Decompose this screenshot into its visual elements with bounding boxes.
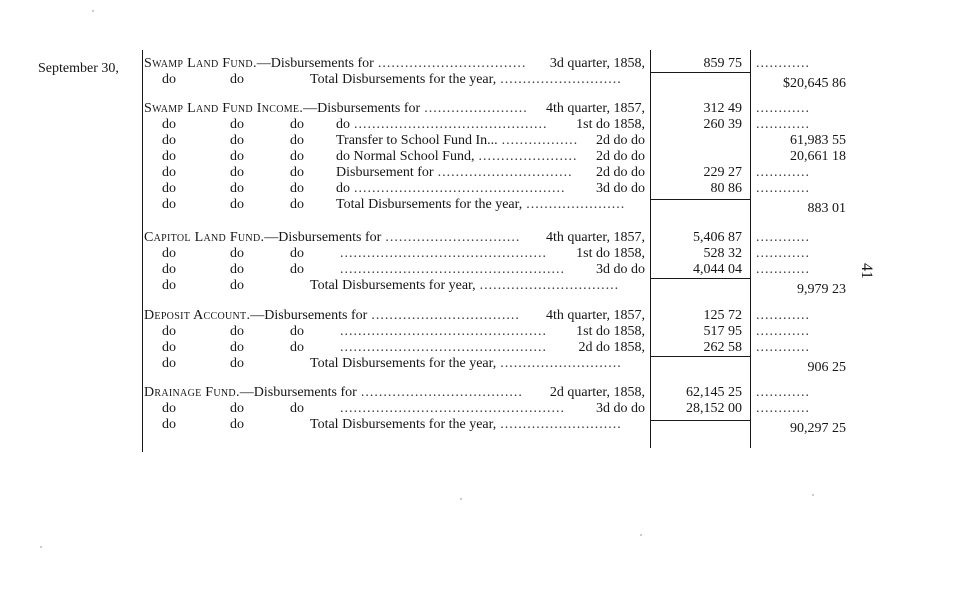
leader-dots: ..............................: [437, 165, 573, 180]
ditto-mark: do: [230, 324, 244, 339]
leader-dots: ..................................................: [340, 262, 565, 277]
leader-dots: ..............................: [385, 230, 521, 245]
entry-amount: 528 32: [703, 246, 742, 261]
ditto-mark: do: [162, 401, 176, 416]
ditto-mark: do: [162, 165, 176, 180]
leader-dots: ....................................: [360, 385, 523, 400]
entry-period: 2d do do: [596, 133, 645, 148]
entry-description: Total Disbursements for the year,: [310, 72, 497, 87]
leader-dots: ...............................................: [354, 181, 566, 196]
entry-description: Total Disbursements for the year,: [310, 417, 497, 432]
ditto-mark: do: [230, 72, 244, 87]
leader-dots: .................: [501, 133, 579, 148]
leader-dots: .................................: [377, 56, 527, 71]
entry-amount: 517 95: [703, 324, 742, 339]
leader-dots: ..............................................: [340, 324, 547, 339]
entry-amount: 229 27: [703, 165, 742, 180]
section-heading: Swamp Land Fund.: [144, 56, 257, 71]
entry-period: 2d quarter, 1858,: [549, 385, 645, 400]
ditto-mark: do: [162, 246, 176, 261]
entry-period: 3d do do: [596, 181, 645, 196]
entry-amount: 312 49: [703, 101, 742, 116]
ditto-mark: do: [290, 246, 304, 261]
leader-dots: ...........................................: [354, 117, 548, 132]
entry-amount: 125 72: [703, 308, 742, 323]
entry-amount: 260 39: [703, 117, 742, 132]
subtotal-rule-5: [650, 420, 750, 421]
total-leader-dots: ............: [756, 385, 810, 400]
ditto-mark: do: [290, 401, 304, 416]
entry-period: 2d do 1858,: [578, 340, 645, 355]
total-leader-dots: ............: [756, 308, 810, 323]
ditto-mark: do: [230, 133, 244, 148]
subtotal-rule-4: [650, 356, 750, 357]
entry-description: —Disbursements for: [239, 385, 357, 400]
entry-description: Disbursement for: [336, 165, 434, 180]
entry-amount: 4,044 04: [693, 262, 742, 277]
total-leader-dots: ............: [756, 117, 810, 132]
entry-total: 883 01: [807, 201, 846, 216]
entry-period: 1st do 1858,: [576, 117, 645, 132]
entry-amount: 28,152 00: [686, 401, 742, 416]
entry-description: —Disbursements for: [264, 230, 382, 245]
ditto-mark: do: [162, 133, 176, 148]
entry-description: Transfer to School Fund In...: [336, 133, 498, 148]
total-leader-dots: ............: [756, 230, 810, 245]
total-leader-dots: ............: [756, 340, 810, 355]
entry-period: 1st do 1858,: [576, 324, 645, 339]
ditto-mark: do: [230, 117, 244, 132]
entry-description: —Disbursements for: [303, 101, 421, 116]
total-leader-dots: ............: [756, 324, 810, 339]
leader-dots: ......................: [478, 149, 578, 164]
ditto-mark: do: [230, 262, 244, 277]
entry-total: 9,979 23: [797, 282, 846, 297]
scan-speck: [812, 494, 814, 496]
ditto-mark: do: [290, 133, 304, 148]
section-heading: Swamp Land Fund Income.: [144, 101, 304, 116]
entry-total: 61,983 55: [790, 133, 846, 148]
ditto-mark: do: [290, 340, 304, 355]
ditto-mark: do: [290, 324, 304, 339]
ditto-mark: do: [230, 197, 244, 212]
entry-description: —Disbursements for: [256, 56, 374, 71]
subtotal-rule-3: [650, 278, 750, 279]
leader-dots: ...........................: [500, 417, 622, 432]
date-label: September 30,: [38, 61, 119, 76]
scan-speck: [92, 10, 94, 12]
left-column-rule: [142, 50, 143, 452]
entry-description: do Normal School Fund,: [336, 149, 475, 164]
subtotal-rule-1: [650, 72, 750, 73]
total-leader-dots: ............: [756, 401, 810, 416]
total-leader-dots: ............: [756, 262, 810, 277]
ditto-mark: do: [290, 262, 304, 277]
entry-amount: 62,145 25: [686, 385, 742, 400]
leader-dots: ..............................................: [340, 340, 547, 355]
subtotal-rule-2: [650, 199, 750, 200]
ditto-mark: do: [162, 117, 176, 132]
ditto-mark: do: [162, 181, 176, 196]
page-number: 41: [858, 263, 875, 279]
total-leader-dots: ............: [756, 181, 810, 196]
ditto-mark: do: [230, 356, 244, 371]
entry-total: 906 25: [807, 360, 846, 375]
leader-dots: .................................: [371, 308, 520, 323]
ditto-mark: do: [230, 401, 244, 416]
entry-period: 3d do do: [596, 401, 645, 416]
entry-period: 4th quarter, 1857,: [546, 101, 645, 116]
ditto-mark: do: [230, 340, 244, 355]
ditto-mark: do: [162, 324, 176, 339]
leader-dots: ......................: [526, 197, 626, 212]
section-heading: Drainage Fund.: [144, 385, 240, 400]
ditto-mark: do: [230, 165, 244, 180]
ditto-mark: do: [230, 246, 244, 261]
ditto-mark: do: [162, 417, 176, 432]
leader-dots: ...........................: [500, 356, 622, 371]
scan-speck: [460, 498, 462, 500]
ditto-mark: do: [290, 149, 304, 164]
ditto-mark: do: [162, 340, 176, 355]
ditto-mark: do: [162, 356, 176, 371]
entry-period: 1st do 1858,: [576, 246, 645, 261]
entry-period: 4th quarter, 1857,: [546, 230, 645, 245]
entry-total: 20,661 18: [790, 149, 846, 164]
ditto-mark: do: [230, 417, 244, 432]
scan-speck: [640, 534, 642, 536]
leader-dots: ..................................................: [340, 401, 565, 416]
total-leader-dots: ............: [756, 56, 810, 71]
entry-period: 3d quarter, 1858,: [549, 56, 645, 71]
section-heading: Deposit Account.: [144, 308, 251, 323]
total-leader-dots: ............: [756, 101, 810, 116]
entry-period: 2d do do: [596, 165, 645, 180]
ditto-mark: do: [290, 197, 304, 212]
entry-amount: 262 58: [703, 340, 742, 355]
entry-period: 4th quarter, 1857,: [546, 308, 645, 323]
ditto-mark: do: [290, 117, 304, 132]
total-leader-dots: ............: [756, 165, 810, 180]
amount-column-rule: [650, 50, 651, 448]
entry-period: 3d do do: [596, 262, 645, 277]
ditto-mark: do: [230, 181, 244, 196]
entry-description: do: [336, 181, 350, 196]
leader-dots: ...............................: [479, 278, 620, 293]
ditto-mark: do: [290, 181, 304, 196]
total-column-rule: [750, 50, 751, 448]
entry-description: Total Disbursements for year,: [310, 278, 476, 293]
entry-amount: 5,406 87: [693, 230, 742, 245]
section-heading: Capitol Land Fund.: [144, 230, 265, 245]
entry-period: 2d do do: [596, 149, 645, 164]
ditto-mark: do: [230, 149, 244, 164]
ditto-mark: do: [290, 165, 304, 180]
entry-total: 90,297 25: [790, 421, 846, 436]
entry-amount: 80 86: [710, 181, 742, 196]
entry-total: $20,645 86: [783, 76, 846, 91]
entry-amount: 859 75: [703, 56, 742, 71]
ditto-mark: do: [230, 278, 244, 293]
entry-description: Total Disbursements for the year,: [310, 356, 497, 371]
ditto-mark: do: [162, 197, 176, 212]
ditto-mark: do: [162, 262, 176, 277]
leader-dots: .......................: [424, 101, 528, 116]
scan-speck: [40, 546, 42, 548]
ditto-mark: do: [162, 278, 176, 293]
leader-dots: ...........................: [500, 72, 622, 87]
entry-description: —Disbursements for: [250, 308, 368, 323]
ditto-mark: do: [162, 149, 176, 164]
entry-description: Total Disbursements for the year,: [336, 197, 523, 212]
entry-description: do: [336, 117, 350, 132]
ditto-mark: do: [162, 72, 176, 87]
total-leader-dots: ............: [756, 246, 810, 261]
leader-dots: ..............................................: [340, 246, 547, 261]
